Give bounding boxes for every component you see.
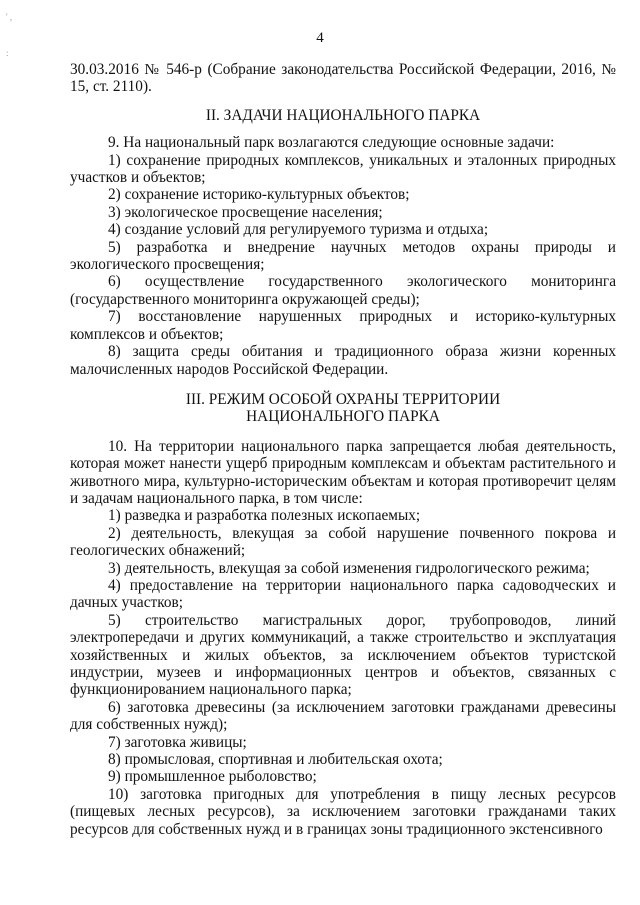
section-3-heading (70, 391, 616, 426)
paragraph: 10. На территории национального парка запрещается любая деятельность, которая может нанести ущерб природным комплексам и объектам растительного и животного мира, культурно-историческим объектам и которая противоречит целям и задачам национального парка, в том числе: (70, 437, 616, 507)
list-item: 10) заготовка пригодных для употребления в пищу лесных ресурсов (пищевых лесных ресурсов), за исключением заготовки гражданами таких ресурсов для собственных нужд и в границах зоны традиционного экстенсивного (70, 785, 616, 838)
paragraph: 9. На национальный парк возлагаются следующие основные задачи: (108, 134, 555, 152)
scan-mark: ' , (6, 12, 13, 22)
section-2-heading: II. ЗАДАЧИ НАЦИОНАЛЬНОГО ПАРКА (205, 106, 481, 124)
list-item: 6) осуществление государственного экологического мониторинга (государственного мониторинга окружающей среды); (70, 273, 616, 308)
section-3-body (70, 438, 616, 838)
section-3-heading-line-2: НАЦИОНАЛЬНОГО ПАРКА (246, 408, 440, 426)
list-item: 8) защита среды обитания и традиционного образа жизни коренных малочисленных народов Российской Федерации. (70, 343, 616, 378)
list-item: 7) заготовка живицы; (108, 733, 247, 751)
list-item: 9) промышленное рыболовство; (108, 768, 317, 786)
list-item: 1) разведка и разработка полезных ископаемых; (108, 507, 421, 525)
list-item: 6) заготовка древесины (за исключением заготовки гражданами древесины для собственных нужд); (70, 698, 616, 734)
list-item: 3) деятельность, влекущая за собой изменения гидрологического режима; (108, 559, 590, 577)
section-2-body (70, 134, 616, 378)
list-item: 8) промысловая, спортивная и любительская охота; (108, 751, 443, 769)
list-item: 5) строительство магистральных дорог, трубопроводов, линий электропередачи и других коммуникаций, а также строительство и эксплуатация хозяйственных и жилых объектов, за исключением объектов туристской индустрии, музеев и информационных центров и объектов, связанных с функционированием национального парка; (70, 611, 616, 699)
list-item: 2) сохранение историко-культурных объектов; (108, 186, 410, 204)
section-3-heading-line-1: III. РЕЖИМ ОСОБОЙ ОХРАНЫ ТЕРРИТОРИИ (185, 390, 501, 408)
list-item: 3) экологическое просвещение населения; (108, 203, 383, 221)
list-item: 2) деятельность, влекущая за собой нарушение почвенного покрова и геологических обнажений; (70, 524, 616, 560)
list-item: 4) предоставление на территории национального парка садоводческих и дачных участков; (70, 576, 616, 612)
list-item: 4) создание условий для регулируемого туризма и отдыха; (108, 221, 489, 239)
list-item: 5) разработка и внедрение научных методов охраны природы и экологического просвещения; (70, 238, 616, 274)
intro-paragraph: 30.03.2016 № 546-р (Собрание законодательства Российской Федерации, 2016, № 15, ст. 2110). (70, 61, 616, 96)
document-body (70, 61, 616, 838)
list-item: 1) сохранение природных комплексов, уникальных и эталонных природных участков и объектов; (70, 151, 616, 187)
list-item: 7) восстановление нарушенных природных и историко-культурных комплексов и объектов; (70, 308, 616, 343)
scan-mark: : (6, 48, 9, 58)
page-number: 4 (316, 30, 324, 46)
